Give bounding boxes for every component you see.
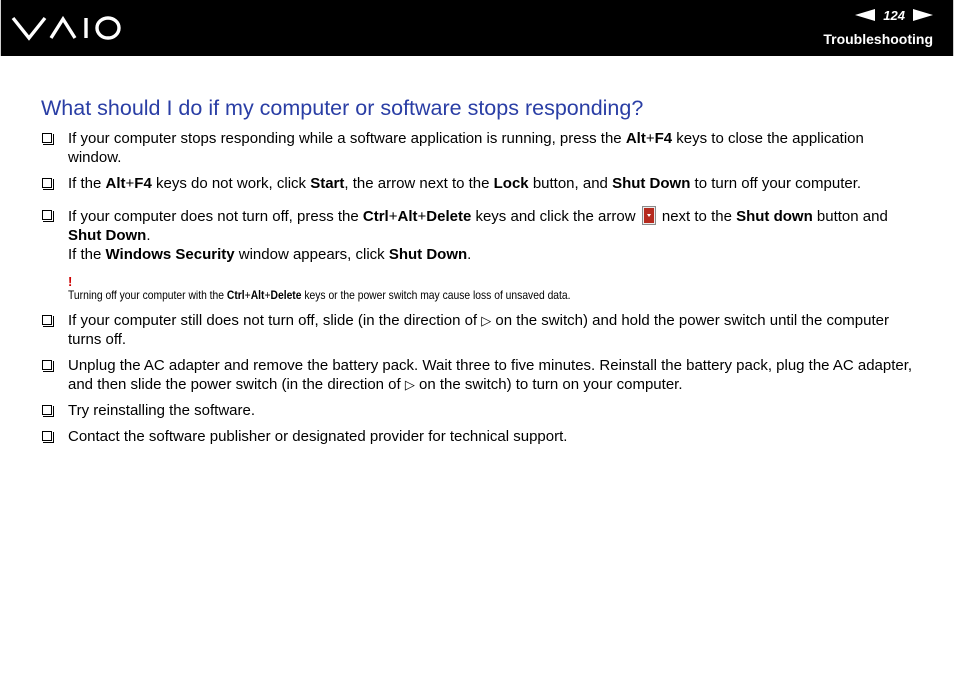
page-number: 124 — [883, 7, 905, 23]
next-arrow-icon[interactable] — [913, 9, 933, 21]
checkbox-bullet-icon — [42, 210, 52, 220]
page-header — [0, 0, 954, 56]
slide-direction-icon: ▷ — [481, 313, 492, 328]
list-item: If the Alt+F4 keys do not work, click Start, the arrow next to the Lock button, and Shut Down to turn off your computer. — [41, 174, 921, 193]
warning-text: Turning off your computer with the Ctrl+Alt+Delete keys or the power switch may cause loss of unsaved data. — [68, 288, 571, 302]
vaio-logo — [11, 14, 123, 42]
page-title: What should I do if my computer or software stops responding? — [41, 96, 644, 120]
section-name: Troubleshooting — [823, 31, 933, 47]
checkbox-bullet-icon — [42, 431, 52, 441]
checkbox-bullet-icon — [42, 133, 52, 143]
slide-direction-icon: ▷ — [404, 377, 415, 392]
list-item: If your computer does not turn off, press the Ctrl+Alt+Delete keys and click the arrow next to the Shut down button and Shut Down. If the Windows Security window appears, click Shut Down. — [41, 206, 921, 264]
warning-icon: ! — [68, 274, 73, 289]
list-item: Contact the software publisher or designated provider for technical support. — [41, 427, 921, 446]
list-item: Unplug the AC adapter and remove the battery pack. Wait three to five minutes. Reinstall the battery pack, plug the AC adapter, and then slide the power switch (in the direction of ▷ on the switch) to turn on your computer. — [41, 356, 921, 394]
checkbox-bullet-icon — [42, 360, 52, 370]
warning-note — [41, 276, 921, 302]
prev-arrow-icon[interactable] — [855, 9, 875, 21]
list-item: If your computer still does not turn off, slide (in the direction of ▷ on the switch) and hold the power switch until the computer turns off. — [41, 311, 921, 349]
checkbox-bullet-icon — [42, 315, 52, 325]
shutdown-arrow-button-icon — [642, 206, 656, 225]
list-item: Try reinstalling the software. — [41, 401, 921, 420]
checkbox-bullet-icon — [42, 178, 52, 188]
list-item: If your computer stops responding while a software application is running, press the Alt+F4 keys to close the application window. — [41, 129, 921, 167]
checkbox-bullet-icon — [42, 405, 52, 415]
page-navigation — [855, 7, 933, 23]
page-content — [41, 95, 921, 446]
